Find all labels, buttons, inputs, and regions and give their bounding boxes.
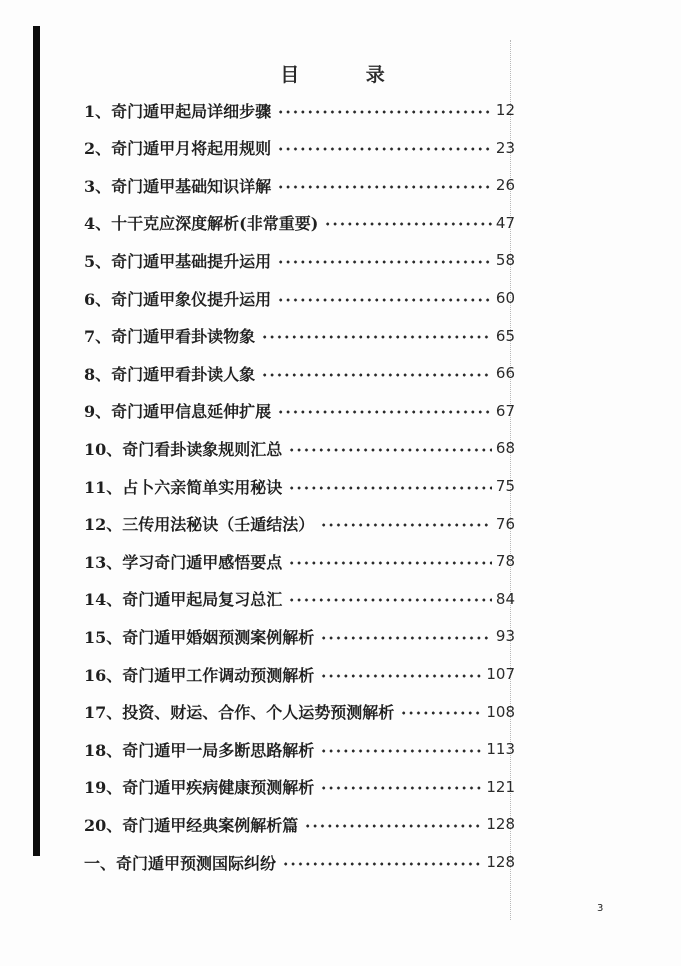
toc-entry[interactable] <box>84 811 515 837</box>
toc-entry[interactable] <box>84 435 515 461</box>
toc-entry-number: 15、 <box>84 627 123 647</box>
toc-entry-number: 5、 <box>84 251 112 271</box>
toc-entry[interactable] <box>84 210 515 236</box>
toc-entry[interactable] <box>84 736 515 762</box>
toc-entry[interactable] <box>84 323 515 349</box>
dot-leader <box>320 636 492 640</box>
toc-entry-number: 6、 <box>84 289 112 309</box>
dot-leader <box>320 786 482 790</box>
toc-entry-page: 128 <box>486 815 515 834</box>
toc-entry[interactable] <box>84 360 515 386</box>
dot-leader <box>282 862 482 866</box>
toc-entry-page: 12 <box>495 101 515 119</box>
toc-entry-page: 58 <box>495 251 515 270</box>
toc-entry-title: 三传用法秘诀（壬遁结法） <box>122 515 315 535</box>
toc-entry[interactable] <box>84 473 515 499</box>
toc-entry-title: 十干克应深度解析(非常重要) <box>111 214 319 234</box>
toc-entry-title: 奇门遁甲象仪提升运用 <box>111 289 272 309</box>
toc-entry[interactable] <box>84 247 515 273</box>
dot-leader <box>261 335 492 339</box>
toc-entry-number: 16、 <box>84 665 123 685</box>
toc-entry[interactable] <box>84 97 515 123</box>
toc-entry[interactable] <box>84 661 515 687</box>
toc-entry-page: 93 <box>495 627 515 646</box>
toc-entry-title: 学习奇门遁甲感悟要点 <box>122 552 283 572</box>
dot-leader <box>261 373 492 377</box>
toc-entry-page: 66 <box>495 364 515 383</box>
toc-entry-title: 占卜六亲简单实用秘诀 <box>122 477 283 497</box>
dot-leader <box>277 410 492 414</box>
toc-entry-title: 奇门遁甲婚姻预测案例解析 <box>122 627 315 647</box>
toc-entry-number: 2、 <box>84 139 112 159</box>
toc-entry-page: 47 <box>495 213 515 232</box>
toc-entry-number: 14、 <box>84 590 123 610</box>
toc-entry-title: 奇门遁甲预测国际纠纷 <box>116 853 277 873</box>
toc-entry[interactable] <box>84 548 515 574</box>
toc-entry-title: 投资、财运、合作、个人运势预测解析 <box>122 703 395 723</box>
toc-entry[interactable] <box>84 774 515 800</box>
toc-entry-title: 奇门遁甲基础提升运用 <box>111 251 272 271</box>
toc-entry-number: 一、 <box>84 853 117 873</box>
toc-entry-page: 107 <box>486 665 515 683</box>
toc-entry-number: 12、 <box>84 515 123 535</box>
toc-entry-page: 60 <box>495 289 515 307</box>
toc-entry[interactable] <box>84 135 515 161</box>
toc-entry-number: 8、 <box>84 364 112 384</box>
toc-entry-title: 奇门遁甲基础知识详解 <box>111 176 272 196</box>
toc-entry-title: 奇门遁甲起局详细步骤 <box>111 101 272 121</box>
toc-entry[interactable] <box>84 511 515 537</box>
page-title: 目 录 <box>280 64 415 86</box>
toc-entry-number: 1、 <box>84 101 112 121</box>
toc-entry-title: 奇门遁甲起局复习总汇 <box>122 590 283 610</box>
toc-entry-page: 113 <box>486 740 515 759</box>
toc-entry-number: 9、 <box>84 402 112 422</box>
dot-leader <box>277 298 492 302</box>
toc-entry[interactable] <box>84 849 515 875</box>
dot-leader <box>277 260 492 264</box>
toc-entry-number: 18、 <box>84 740 123 760</box>
dot-leader <box>288 486 492 490</box>
toc-entry-page: 76 <box>495 514 515 533</box>
toc-entry-title: 奇门遁甲看卦读人象 <box>111 364 256 384</box>
toc-entry[interactable] <box>84 623 515 649</box>
dot-leader <box>277 185 492 189</box>
toc-entry-number: 7、 <box>84 327 112 347</box>
toc-entry-page: 23 <box>495 138 515 157</box>
toc-entry-page: 84 <box>495 589 515 608</box>
toc-entry-number: 4、 <box>84 214 112 234</box>
toc-entry-page: 121 <box>486 777 515 796</box>
toc-entry-number: 3、 <box>84 176 112 196</box>
toc-entry-title: 奇门遁甲经典案例解析篇 <box>122 815 299 835</box>
toc-entry-number: 19、 <box>84 778 123 798</box>
toc-entry-title: 奇门遁甲信息延伸扩展 <box>111 402 272 422</box>
toc-entry[interactable] <box>84 172 515 198</box>
dot-leader <box>288 448 492 452</box>
toc-entry-number: 10、 <box>84 439 123 459</box>
toc-entry-page: 128 <box>486 853 515 871</box>
toc-entry-number: 13、 <box>84 552 123 572</box>
toc-entry-page: 26 <box>495 176 515 195</box>
toc-entry-title: 奇门遁甲一局多断思路解析 <box>122 740 315 760</box>
toc-entry-title: 奇门遁甲月将起用规则 <box>111 139 272 159</box>
toc-entry-title: 奇门遁甲工作调动预测解析 <box>122 665 315 685</box>
dot-leader <box>320 523 492 527</box>
toc-entry-title: 奇门看卦读象规则汇总 <box>122 439 283 459</box>
toc-entry[interactable] <box>84 586 515 612</box>
toc-entry-page: 108 <box>486 702 515 721</box>
toc-entry-page: 75 <box>495 477 515 495</box>
dot-leader <box>277 147 492 151</box>
toc-entry-number: 20、 <box>84 815 123 835</box>
toc-entry-page: 78 <box>495 552 515 571</box>
scan-binding-edge <box>33 26 40 856</box>
dot-leader <box>277 110 492 114</box>
toc-entry-title: 奇门遁甲疾病健康预测解析 <box>122 778 315 798</box>
toc-entry-number: 17、 <box>84 703 123 723</box>
dot-leader <box>288 561 492 565</box>
page-number: 3 <box>597 903 604 914</box>
toc-entry-page: 68 <box>495 439 515 458</box>
toc-entry-title: 奇门遁甲看卦读物象 <box>111 327 256 347</box>
toc-entry-page: 67 <box>495 401 515 420</box>
toc-entry[interactable] <box>84 699 515 725</box>
toc-entry[interactable] <box>84 398 515 424</box>
toc-entry-page: 65 <box>495 326 515 345</box>
dot-leader <box>304 824 482 828</box>
toc-entry[interactable] <box>84 285 515 311</box>
toc-entry-number: 11、 <box>84 477 123 497</box>
dot-leader <box>288 598 492 602</box>
dot-leader <box>320 749 482 753</box>
dot-leader <box>320 674 482 678</box>
dot-leader <box>400 711 482 715</box>
dot-leader <box>324 222 492 226</box>
